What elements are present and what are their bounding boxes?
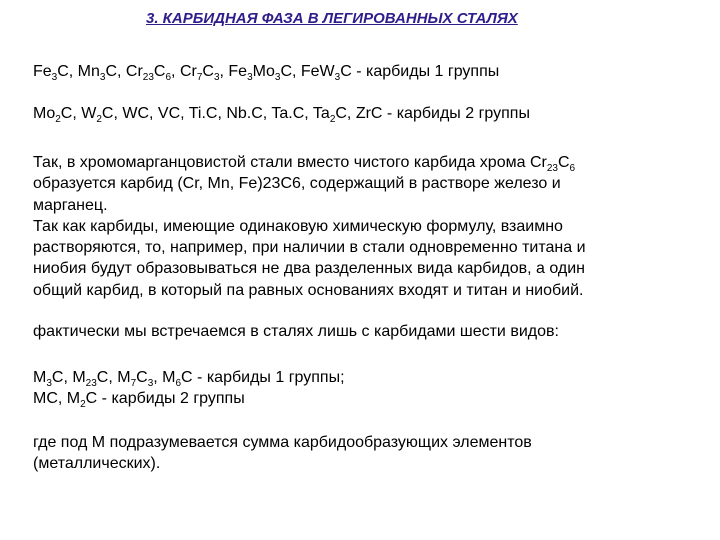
six-types-paragraph: фактически мы встречаемся в сталях лишь с карбидами шести видов: [33,323,559,340]
carbide-types-line-1: $M_3C$, $M_{23}C$, $M_7C_3$, $M_6C$ - карбиды 1 группы; [33,369,345,389]
paragraph-line: образуется карбид (Cr, Mn, Fe)23C6, содержащий в растворе железо и [33,175,561,193]
paragraph-line: общий карбид, в который па равных основаниях входят и титан и ниобий. [33,281,584,299]
paragraph-line: (металлических). [33,455,161,473]
paragraph-line: Так как карбиды, имеющие одинаковую химическую формулу, взаимно [33,217,563,235]
paragraph-line: где под М подразумевается сумма карбидообразующих элементов [33,434,532,451]
paragraph-line: марганец. [33,196,108,214]
chromium-manganese-paragraph [33,152,586,301]
group1-carbides-line: $Fe_3C$, $Mn_3C$, $Cr_{23}C_6$, $Cr_7C_3$, $Fe_3Mo_3C$, FeW$_3$C - карбиды 1 группы [33,63,500,83]
carbide-types-paragraph [33,367,345,410]
paragraph-line: ниобия будут образовываться не два разделенных вида карбидов, а один [33,260,585,278]
carbide-types-line-2: MC, $M_2C$ - карбиды 2 группы [33,390,245,411]
definition-paragraph [33,432,532,475]
slide-title: 3. КАРБИДНАЯ ФАЗА В ЛЕГИРОВАННЫХ СТАЛЯХ [146,10,518,27]
paragraph-line: растворяются, то, например, при наличии в стали одновременно титана и [33,239,586,257]
group2-carbides-line: $Mo_2C$, $W_2C$, WC, VC, Ti.C, Nb.C, Ta.C, $Ta_2C$, ZrC - карбиды 2 группы [33,105,530,125]
paragraph-line: Так, в хромомарганцовистой стали вместо чистого карбида хрома $Cr_{23}C_6$ [33,154,576,174]
